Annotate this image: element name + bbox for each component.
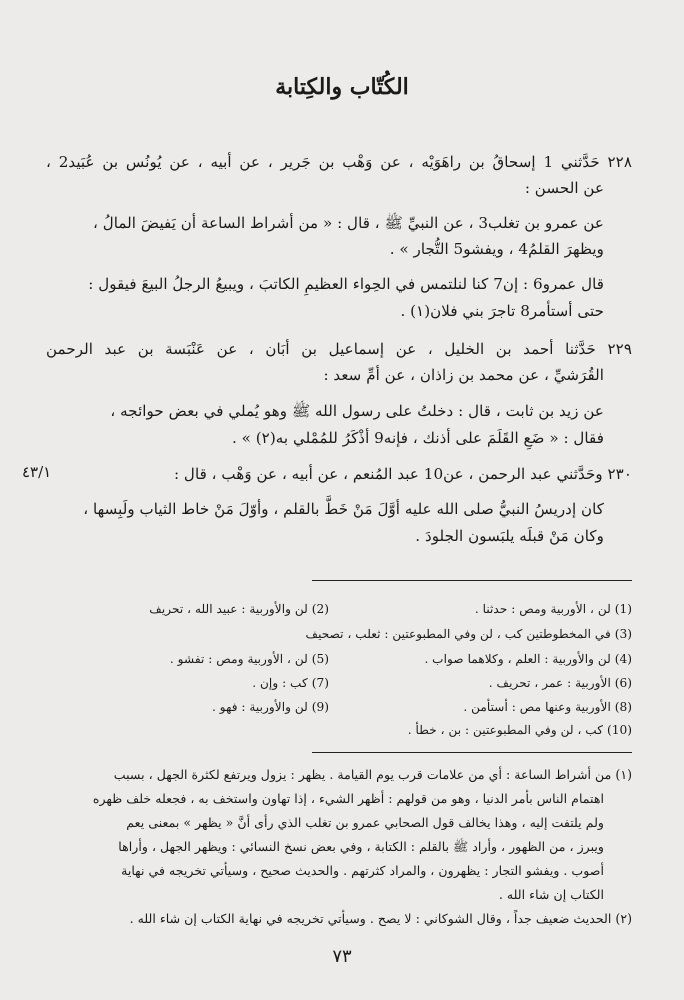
hadith-228-line-4: ويظهرَ القلمُ4 ، ويفشو5 التُّجار » . [389,240,604,258]
footnotes-divider [312,752,632,753]
variant-3: (3) في المخطوطتين كب ، لن وفي المطبوعتين : ثعلب ، تصحيف [305,627,632,641]
variant-9: (9) لن والأوربية : فهو . [212,700,329,714]
hadith-228-line-5: قال عمرو6 : إن7 كنا لنلتمس في الحِواء العظيمِ الكاتبَ ، ويبيعُ الرجلُ البيعَ فيقول : [88,275,604,293]
variant-5: (5) لن ، الأوربية ومص : تفشو . [169,652,329,666]
footnote-1-line-3: ولم يلتفت إليه ، وهذا يخالف قول الصحابي عمرو بن تغلب الذي رأى أنَّ « يظهر » بمعنى يعم [126,815,604,830]
hadith-229-line-1: ٢٢٩ حَدَّثنا أحمد بن الخليل ، عن إسماعيل بن أبَان ، عن عَنْبَسة بن عبد الرحمن [46,340,632,358]
page-number: ٧٣ [332,946,352,967]
footnote-1-line-5: أصوب . ويفشو التجار : يظهرون ، والمراد كثرتهم . والحديث صحيح ، وسيأتي تخريجه في نهاية [121,863,604,878]
hadith-228-line-6: حتى أستأمر8 تاجرَ بني فلان(١) . [400,302,604,320]
variants-divider [312,580,632,581]
hadith-230-line-3: وكان مَنْ قبلَه يلبَسون الجلودَ . [415,527,604,545]
variant-1: (1) لن ، الأوربية ومص : حدثنا . [474,602,632,616]
hadith-229-line-3: عن زيد بن ثابت ، قال : دخلتُ على رسول الله ﷺ وهو يُملي في بعض حوائجه ، [110,402,604,420]
footnote-1-line-6: الكتاب إن شاء الله . [498,887,604,902]
footnote-1-line-1: (١) من أشراط الساعة : أي من علامات قرب يوم القيامة . يظهر : يزول ويرتفع لكثرة الجهل ، بسبب [113,767,632,782]
hadith-229-line-4: فقال : « ضَعِ القَلَمَ على أذنك ، فإنه9 أذْكَرُ للمُمْلي به(٢) » . [231,429,604,447]
variant-10: (10) كب ، لن وفي المطبوعتين : بن ، خطأ . [407,723,632,737]
variant-4: (4) لن والأوربية : العلم ، وكلاهما صواب . [424,652,632,666]
hadith-228-line-1: ٢٢٨ حَدَّثني 1 إسحاقُ بن راهَوَيْه ، عن وَهْب بن جَرير ، عن أبيه ، عن يُونُس بن عُبَيد2 ، [46,153,632,171]
variant-8: (8) الأوربية وعنها مص : أستأمن . [463,700,632,714]
footnote-2: (٢) الحديث ضعيف جداً ، وقال الشوكاني : لا يصح . وسيأتي تخريجه في نهاية الكتاب إن شاء الله . [129,911,632,926]
hadith-230-line-2: كان إدريسُ النبيُّ صلى الله عليه أوَّلَ مَنْ خَطَّ بالقلم ، وأوّلَ مَنْ خاط الثياب ولَبِسها ، [83,500,604,518]
footnote-1-line-2: اهتمام الناس بأمر الدنيا ، وهو من قولهم : أظهر الشيء ، إذا تهاون واستخف به ، فجعله خلف ظهره [92,791,604,806]
variant-6: (6) الأوربية : عمر ، تحريف . [488,676,632,690]
chapter-title: الكُتّاب والكِتابة [275,74,409,100]
hadith-228-line-3: عن عمرو بن تغلب3 ، عن النبيِّ ﷺ ، قال : « من أشراط الساعة أن يَفيضَ المالُ ، [93,214,604,232]
footnote-1-line-4: ويبرز ، من الظهور ، وأراد ﷺ بالقلم : الكتابة ، وفي بعض نسخ النسائي : ويظهر الجهل ، وأراها [118,839,604,854]
hadith-229-line-2: القُرَشيِّ ، عن محمد بن زاذان ، عن أمِّ سعد : [323,366,604,384]
hadith-230-line-1: ٢٣٠ وحَدَّثني عبد الرحمن ، عن10 عبد المُنعم ، عن أبيه ، عن وَهْب ، قال : [173,465,632,483]
variant-7: (7) كب : وإن . [252,676,329,690]
manuscript-folio-ref: ٤٣/١ [22,463,52,481]
hadith-228-line-2: عن الحسن : [524,179,604,197]
variant-2: (2) لن والأوربية : عبيد الله ، تحريف [149,602,329,616]
